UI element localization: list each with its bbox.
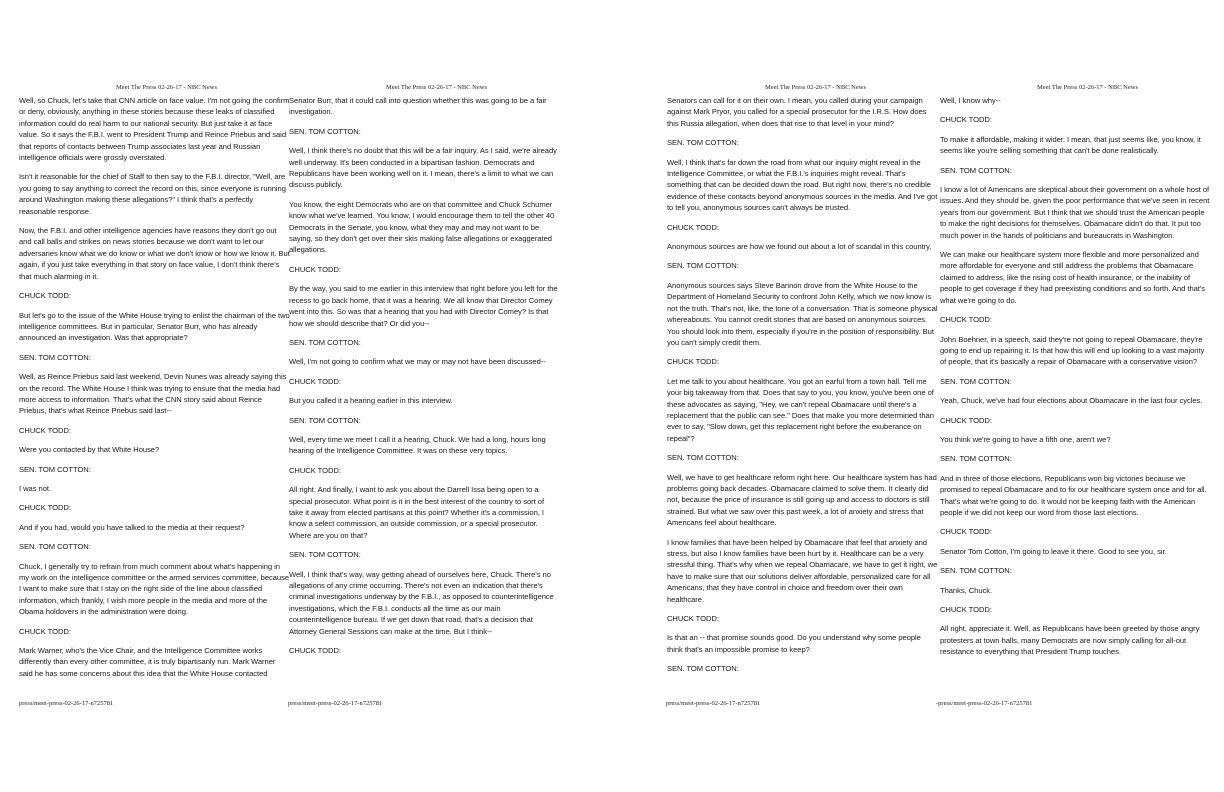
page-2 — [612, 0, 1224, 792]
page-footer-right: press/meet-press-02-26-17-n725781 — [288, 700, 383, 707]
transcript-paragraph: Senator Tom Cotton, I'm going to leave it there. Good to see you, sir. — [940, 546, 1167, 556]
transcript-paragraph: Thanks, Chuck. — [940, 585, 993, 595]
speaker-label: CHUCK TODD: — [940, 415, 992, 425]
speaker-label: CHUCK TODD: — [289, 646, 341, 656]
transcript-column-4 — [940, 95, 1211, 685]
transcript-paragraph: I was not. — [19, 483, 51, 493]
speaker-label: SEN. TOM COTTON: — [19, 542, 91, 552]
page-footer-right: -press/meet-press-02-26-17-n725781 — [936, 700, 1033, 707]
transcript-paragraph: Is that an -- that promise sounds good. Do you understand why some people think that's an impossible promise to keep? — [667, 633, 921, 654]
transcript-paragraph: To make it affordable, making it wider. I mean, that just seems like, you know, it seems like you're selling something that can't be done realistically. — [940, 134, 1201, 156]
speaker-label: SEN. TOM COTTON: — [19, 464, 91, 474]
speaker-label: SEN. TOM COTTON: — [940, 165, 1012, 175]
transcript-column-2 — [289, 95, 560, 685]
transcript-paragraph: All right. And finally, I want to ask you about the Darrell Issa being open to a special prosecutor. What point is it in the best interest of the country to sort of take it away from elected partisans at this point? Whether it's a commission, I know a select commission, an outside commission, or a special prosecutor. Where are you on that? — [289, 485, 545, 540]
speaker-label: CHUCK TODD: — [940, 315, 992, 325]
speaker-label: CHUCK TODD: — [667, 357, 719, 367]
speaker-label: SEN. TOM COTTON: — [667, 138, 739, 148]
transcript-paragraph: Senator Burr, that it could call into question whether this was going to be a fair investigation. — [289, 96, 547, 117]
transcript-paragraph: Were you contacted by that White House? — [19, 445, 160, 455]
transcript-paragraph: I know a lot of Americans are skeptical about their government on a whole host of issues. And they should be, given the poor performance that we've seen in recent years from our government. But I think that we should trust the American people to make the right decisions for themselves. Obamacare didn't do that. It put too much power in the hands of politicians and bureaucrats in Washington. — [940, 185, 1210, 240]
page-header-right: Meet The Press 02-26-17 - NBC News — [1037, 84, 1138, 91]
transcript-paragraph: Isn't it reasonable for the chief of Staff to then say to the F.B.I. director, "Well, are you going to say anything to correct the record on this, since everyone is running around Washington making these allegations?" I think that's a perfectly reasonable response. — [19, 172, 286, 216]
speaker-label: SEN. TOM COTTON: — [940, 566, 1012, 576]
transcript-paragraph: Well, every time we meet I call it a hearing, Chuck. We had a long, hours long hearing of the Intelligence Committee. It was on these very topics. — [289, 434, 546, 456]
speaker-label: SEN. TOM COTTON: — [289, 550, 361, 560]
transcript-paragraph: And if you had, would you have talked to the media at their request? — [19, 522, 245, 532]
transcript-column-3 — [667, 95, 938, 685]
speaker-label: CHUCK TODD: — [667, 614, 719, 624]
speaker-label: SEN. TOM COTTON: — [289, 126, 361, 136]
speaker-label: CHUCK TODD: — [19, 503, 71, 513]
page-footer-left: press/meet-press-02-26-17-n725781 — [666, 700, 761, 707]
transcript-paragraph: Let me talk to you about healthcare. You got an earful from a town hall. Tell me your big takeaway from that. Does that say to you, you know, you've been one of these advocates as saying, "Hey, we can't repeal Obamacare until there's a replacement that the public can see." Does that make you more determined than ever to say, "Slow down, get this replacement right before the exuberance on repeal"? — [667, 376, 934, 443]
transcript-paragraph: Well, so Chuck, let's take that CNN article on face value. I'm not going the confirm or deny, obviously, anything in these stories because these leaks of classified information could do real harm to our national security. But just take it at face value. So it says the F.B.I. went to President Trump and Reince Priebus and said that reports of contacts between Trump associates last year and Russian intelligence officials were grossly overstated. — [19, 96, 290, 163]
transcript-paragraph: All right, appreciate it. Well, as Republicans have been greeted by those angry protesters at town halls, many Democrats are now simply calling for all-out resistance to everything that President Trump touches. — [940, 624, 1200, 657]
transcript-paragraph: Well, I know why-- — [940, 96, 1001, 105]
transcript-paragraph: Chuck, I generally try to refrain from much comment about what's happening in my work on the intelligence committee or the armed services committee, because I want to make sure that I stay on the right side of the line about classified information, which frankly, I wish more people in the media and more of the Obama holdovers in the administration were doing. — [19, 561, 290, 617]
page-header-left: Meet The Press 02-26-17 - NBC News — [116, 84, 217, 91]
speaker-label: CHUCK TODD: — [940, 527, 992, 537]
speaker-label: CHUCK TODD: — [667, 222, 719, 232]
speaker-label: SEN. TOM COTTON: — [19, 352, 91, 362]
speaker-label: CHUCK TODD: — [289, 376, 341, 386]
transcript-paragraph: Senators can call for it on their own. I mean, you called during your campaign against Mark Pryor, you called for a special prosecutor for the I.R.S. How does this Russia allegation, when does that rise to that level in your mind? — [667, 96, 927, 128]
page-header-right: Meet The Press 02-26-17 - NBC News — [386, 84, 487, 91]
transcript-paragraph: Well, we have to get healthcare reform right here. Our healthcare system has had problems going back decades. Obamacare claimed to solve them. It clearly did not, because the price of insurance is still going up and access to doctors is still strained. But what we saw over this past week, a lot of anxiety and stress that Americans feel about healthcare. — [667, 472, 937, 528]
transcript-paragraph: You know, the eight Democrats who are on that committee and Chuck Schumer know what we've learned. You know, I would encourage them to tell the other 40 Democrats in the Senate, you know, what they may and may not want to be saying, so they don't get over their skis making false allegations or exaggerated allegations. — [289, 199, 555, 255]
speaker-label: SEN. TOM COTTON: — [289, 337, 361, 347]
speaker-label: SEN. TOM COTTON: — [667, 261, 739, 271]
transcript-paragraph: But let's go to the issue of the White House trying to enlist the chairman of the two intelligence committees. But in particular, Senator Burr, who has already announced an investigation. Was that appropriate? — [19, 310, 290, 343]
transcript-paragraph: Mark Warner, who's the Vice Chair, and the Intelligence Committee works differently than every other committee, it is truly bipartisanly run. Mark Warner said he has some concerns about this idea that the White House contacted — [19, 646, 276, 678]
transcript-paragraph: Well, I think that's way, way getting ahead of ourselves here, Chuck. There's no allegations of any crime occurring. There's not even an indication that there's criminal investigations underway by the F.B.I., as opposed to counterintelligence investigations, which the F.B.I. conducts all the time as our main counterintelligence bureau. If we get down that road, that's a decision that Attorney General Sessions can make at the time. But I think-- — [289, 569, 554, 636]
speaker-label: SEN. TOM COTTON: — [667, 453, 739, 463]
transcript-paragraph: Well, I think that's far down the road from what our inquiry might reveal in the Intelligence Committee, or what the F.B.I.'s inquiries might reveal. That's something that can be decided down the road. But right now, there's no credible evidence of these contacts beyond anonymous sources in the media. And I've got to tell you, anonymous sources can't always be trusted. — [667, 157, 938, 213]
transcript-column-1 — [19, 95, 290, 685]
transcript-paragraph: And in three of those elections, Republicans won big victories because we promised to repeal Obamacare and to fix our healthcare system once and for all. That's what we're going to do. It would not be keeping faith with the American people if we did not keep our word from those last elections. — [940, 473, 1207, 517]
transcript-paragraph: Anonymous sources are how we found out about a lot of scandal in this country. — [667, 242, 932, 252]
speaker-label: CHUCK TODD: — [940, 605, 992, 614]
transcript-paragraph: John Boehner, in a speech, said they're not going to repeal Obamacare, they're going to end up repairing it. Is that how this will end up looking to a vast majority of people, that it's basically a repair of Obamacare with a conservative vision? — [940, 334, 1205, 367]
transcript-paragraph: By the way, you said to me earlier in this interview that right before you left for the recess to go back home, that it was a hearing. We all know that Director Comey went into this. So was that a hearing that you had with Director Comey? Is that how we should describe that? Or did you-- — [289, 284, 558, 328]
speaker-label: SEN. TOM COTTON: — [940, 376, 1012, 386]
transcript-paragraph: You think we're going to have a fifth one, aren't we? — [940, 434, 1111, 444]
speaker-label: CHUCK TODD: — [940, 115, 992, 125]
transcript-paragraph: Well, as Reince Priebus said last weekend, Devin Nunes was already saying this on the record. The White House I think was trying to ensure that the media had more access to information. That's what the CNN story said about Reince Priebus, that's what Reince Priebus said last-- — [19, 372, 287, 416]
page-footer-left: press/meet-press-02-26-17-n725781 — [19, 700, 114, 707]
transcript-paragraph: We can make our healthcare system more flexible and more personalized and more affordable for everyone and still address the problems that Obamacare claimed to address, like the rising cost of health insurance, or the inability of people to get coverage if they had preexisting conditions and so forth. And that's what we're going to do. — [940, 250, 1205, 305]
transcript-paragraph: Well, I'm not going to confirm what we may or may not have been discussed-- — [289, 357, 546, 367]
transcript-paragraph: Yeah, Chuck, we've had four elections about Obamacare in the last four cycles. — [940, 396, 1203, 406]
speaker-label: CHUCK TODD: — [19, 425, 71, 435]
transcript-paragraph: Well, I think there's no doubt that this will be a fair inquiry. As I said, we're already well underway. It's been conducted in a bipartisan fashion. Democrats and Republicans have been working well on it. I mean, there's a limit to what we can discuss publicly. — [289, 146, 557, 190]
speaker-label: CHUCK TODD: — [289, 465, 341, 475]
speaker-label: CHUCK TODD: — [289, 264, 341, 274]
speaker-label: SEN. TOM COTTON: — [940, 454, 1012, 464]
speaker-label: SEN. TOM COTTON: — [289, 415, 361, 425]
transcript-paragraph: Anonymous sources says Steve Bannon drove from the White House to the Department of Homeland Security to confront John Kelly, which we now know is not the truth. That's not, like, the tone of a conversation. That is someone physical whereabouts. You cannot credit stories that are based on anonymous sources. You should look into them, especially if you're in the position of responsibility. But you can't simply credit them. — [667, 280, 938, 347]
transcript-paragraph: Now, the F.B.I. and other intelligence agencies have reasons they don't go out and call balls and strikes on news stories because we don't want to let our adversaries know what we do know or what we don't know or how we know it. But again, if you just take everything in that story on face value, I don't think there's that much alarming in it. — [19, 226, 290, 281]
page-header-left: Meet The Press 02-26-17 - NBC News — [765, 84, 866, 91]
transcript-paragraph: I know families that have been helped by Obamacare that feel that anxiety and stress, but also I know families have been hurt by it. Healthcare can be a very stressful thing. That's why when we repeal Obamacare, we have to get it right, we have to make sure that our solutions deliver affordable, personalized care for all Americans, that they have control in choice and freedom over their own healthcare. — [667, 537, 938, 604]
speaker-label: CHUCK TODD: — [19, 626, 71, 636]
speaker-label: CHUCK TODD: — [19, 291, 71, 301]
speaker-label: SEN. TOM COTTON: — [667, 664, 739, 674]
transcript-paragraph: But you called it a hearing earlier in this interview. — [289, 396, 453, 406]
